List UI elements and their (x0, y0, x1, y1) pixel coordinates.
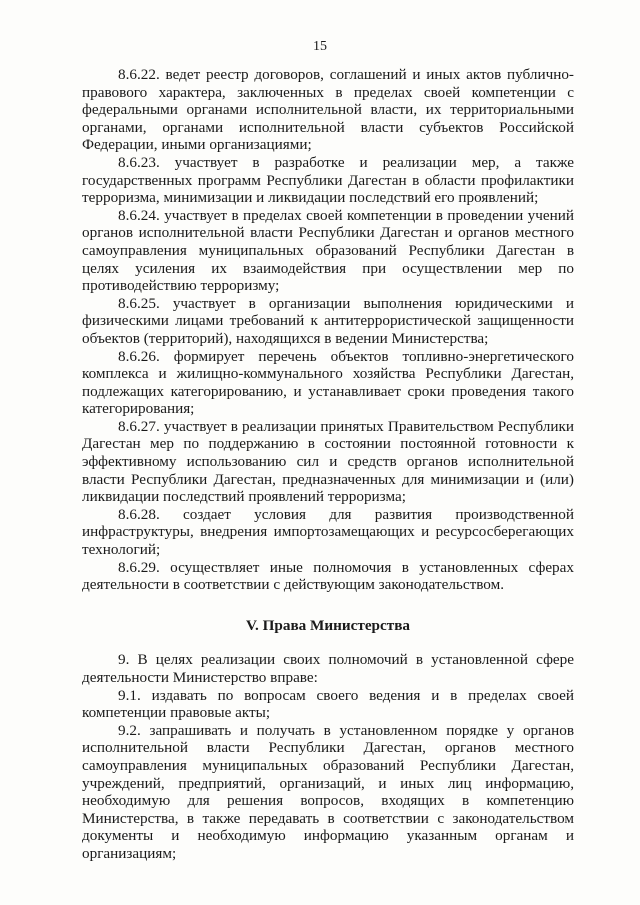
paragraph-8-6-25: 8.6.25. участвует в организации выполнения юридическими и физическими лицами требований к антитеррористической защищенности объектов (территорий), находящихся в ведении Министерства; (82, 294, 574, 347)
paragraph-8-6-23: 8.6.23. участвует в разработке и реализации мер, а также государственных программ Республики Дагестан в области профилактики терроризма, минимизации и ликвидации последствий его проявлений; (82, 153, 574, 207)
page-number: 15 (313, 39, 327, 54)
paragraph-8-6-28: 8.6.28. создает условия для развития производственной инфраструктуры, внедрения импортозамещающих и ресурсосберегающих технологий; (82, 505, 574, 559)
section-heading: V. Права Министерства (245, 616, 411, 634)
paragraph-8-6-29: 8.6.29. осуществляет иные полномочия в установленных сферах деятельности в соответствии с действующим законодательством. (82, 558, 574, 594)
document-body (82, 66, 574, 863)
paragraph-9-2: 9.2. запрашивать и получать в установленном порядке у органов исполнительной власти Республики Дагестан, органов местного самоуправления муниципальных образований Республики Дагестан, учреждений, предприятий, организаций, и иных лиц информацию, необходимую для решения вопросов, входящих в компетенцию Министерства, в также передавать в соответствии с законодательством документы и необходимую информацию указанным органам и организациям; (82, 721, 574, 862)
paragraph-8-6-26: 8.6.26. формирует перечень объектов топливно-энергетического комплекса и жилищно-коммунального хозяйства Республики Дагестан, подлежащих категорированию, и устанавливает сроки проведения такого категорирования; (82, 347, 574, 418)
paragraph-9: 9. В целях реализации своих полномочий в установленной сфере деятельности Министерство вправе: (82, 651, 574, 686)
paragraph-8-6-27: 8.6.27. участвует в реализации принятых Правительством Республики Дагестан мер по поддержанию в состоянии постоянной готовности к эффективному использованию сил и средств органов исполнительной власти Республики Дагестан, предназначенных для минимизации и (или) ликвидации последствий проявлений терроризма; (82, 417, 574, 506)
paragraph-9-1: 9.1. издавать по вопросам своего ведения и в пределах своей компетенции правовые акты; (82, 686, 574, 722)
paragraph-8-6-24: 8.6.24. участвует в пределах своей компетенции в проведении учений органов исполнительной власти Республики Дагестан и органов местного самоуправления муниципальных образований Республики Дагестан в целях усиления их взаимодействия при осуществлении мер по противодействию терроризму; (82, 206, 574, 295)
paragraph-8-6-22: 8.6.22. ведет реестр договоров, соглашений и иных актов публично-правового характера, заключенных в пределах своей компетенции с федеральными органами исполнительной власти, их территориальными органами, органами исполнительной власти субъектов Российской Федерации, иными организациями; (82, 66, 574, 154)
